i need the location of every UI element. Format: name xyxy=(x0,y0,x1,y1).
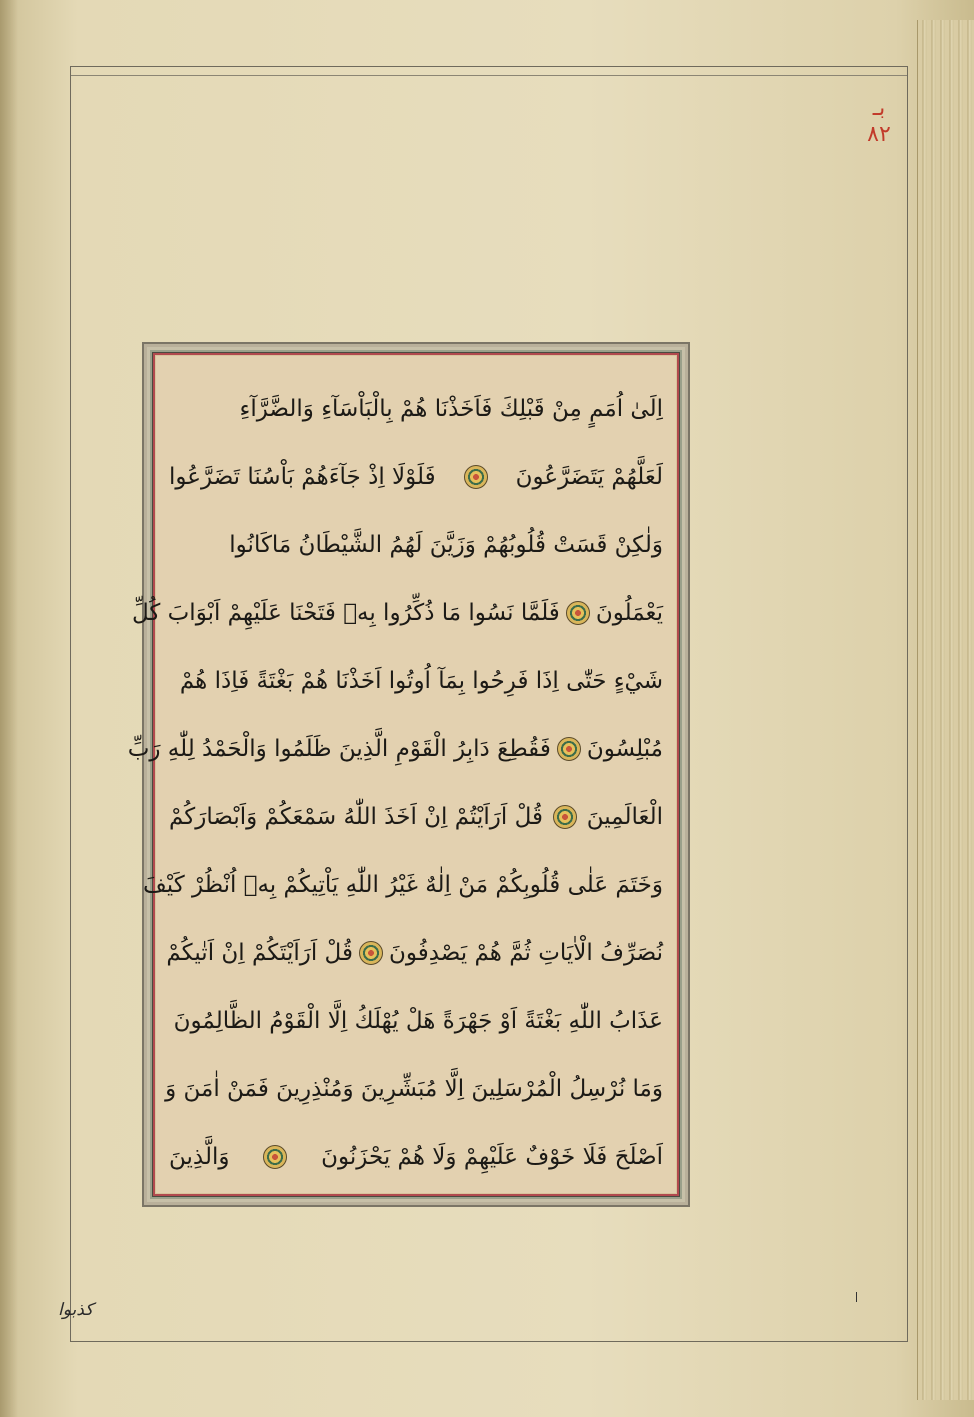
text-lines xyxy=(127,375,663,1191)
line-text-segment: نُصَرِّفُ الْاٰيَاتِ ثُمَّ هُمْ يَصْدِفُونَ xyxy=(388,940,663,966)
text-line xyxy=(143,851,663,919)
line-text-segment: شَيْءٍ حَتّٰی اِذَا فَرِحُوا بِمَآ اُوتُوا اَخَذْنَا هُمْ بَغْتَةً فَاِذَا هُمْ xyxy=(179,668,663,694)
line-text-segment: قُلْ اَرَاَيْتُمْ اِنْ اَخَذَ اللّٰهُ سَمْعَكُمْ وَاَبْصَارَكُمْ xyxy=(169,804,544,830)
line-text-segment: لَعَلَّهُمْ يَتَضَرَّعُونَ xyxy=(515,464,663,490)
verse-marker-rosette-icon xyxy=(464,465,488,489)
text-line xyxy=(169,647,663,715)
text-line xyxy=(165,1055,663,1123)
page-edges xyxy=(917,20,974,1400)
verse-marker-rosette-icon xyxy=(557,737,581,761)
catchword: كذبوا xyxy=(58,1300,94,1320)
line-text-segment: الْعَالَمِينَ xyxy=(586,804,663,830)
line-text-segment: وَمَا نُرْسِلُ الْمُرْسَلِينَ اِلَّا مُبَشِّرِينَ وَمُنْذِرِينَ فَمَنْ اٰمَنَ وَ xyxy=(165,1076,663,1102)
text-line xyxy=(166,919,663,987)
verse-marker-rosette-icon xyxy=(263,1145,287,1169)
text-line xyxy=(169,375,663,443)
verse-marker-rosette-icon xyxy=(553,805,577,829)
line-text-segment: وَخَتَمَ عَلٰی قُلُوبِكُمْ مَنْ اِلٰهٌ غَيْرُ اللّٰهِ يَاْتِيكُمْ بِهٖ اُنْظُرْ كَيْفَ xyxy=(143,872,663,898)
verse-marker-rosette-icon xyxy=(566,601,590,625)
line-text-segment: يَعْمَلُونَ xyxy=(595,600,663,626)
line-text-segment: وَالَّذِينَ xyxy=(169,1144,230,1170)
page-mark xyxy=(856,1292,860,1302)
line-text-segment: قُلْ اَرَاَيْتَكُمْ اِنْ اَتٰيكُمْ xyxy=(166,940,353,966)
line-text-segment: فَلَوْلَا اِذْ جَآءَهُمْ بَاْسُنَا تَضَرَّعُوا xyxy=(169,464,436,490)
line-text-segment: وَلٰكِنْ قَسَتْ قُلُوبُهُمْ وَزَيَّنَ لَهُمُ الشَّيْطَانُ مَاكَانُوا xyxy=(229,532,663,558)
line-text-segment: مُبْلِسُونَ xyxy=(586,736,663,762)
line-text-segment: اَصْلَحَ فَلَا خَوْفٌ عَلَيْهِمْ وَلَا هُمْ يَحْزَنُونَ xyxy=(321,1144,663,1170)
text-panel xyxy=(127,342,690,1207)
line-text-segment: فَلَمَّا نَسُوا مَا ذُكِّرُوا بِهٖ فَتَحْنَا عَلَيْهِمْ اَبْوَابَ كُلِّ xyxy=(131,600,560,626)
text-line xyxy=(127,715,663,783)
text-line xyxy=(169,443,663,511)
folio-digits: ٨٢ xyxy=(867,122,891,147)
folio-letter: بـ xyxy=(872,96,886,121)
text-line xyxy=(169,511,663,579)
text-line xyxy=(169,783,663,851)
text-block xyxy=(127,355,677,1194)
line-text-segment: عَذَابُ اللّٰهِ بَغْتَةً اَوْ جَهْرَةً هَلْ يُهْلَكُ اِلَّا الْقَوْمُ الظَّالِمُونَ xyxy=(173,1008,663,1034)
verse-marker-rosette-icon xyxy=(359,941,383,965)
text-line xyxy=(131,579,663,647)
line-text-segment: فَقُطِعَ دَابِرُ الْقَوْمِ الَّذِينَ ظَلَمُوا وَالْحَمْدُ لِلّٰهِ رَبِّ xyxy=(127,736,551,762)
folio-number xyxy=(852,96,906,148)
line-text-segment: اِلَیٰ اُمَمٍ مِنْ قَبْلِكَ فَاَخَذْنَا هُمْ بِالْبَاْسَآءِ وَالضَّرَّآءِ xyxy=(239,396,663,422)
text-line xyxy=(169,987,663,1055)
text-line xyxy=(169,1123,663,1191)
gutter-shadow xyxy=(0,0,18,1417)
